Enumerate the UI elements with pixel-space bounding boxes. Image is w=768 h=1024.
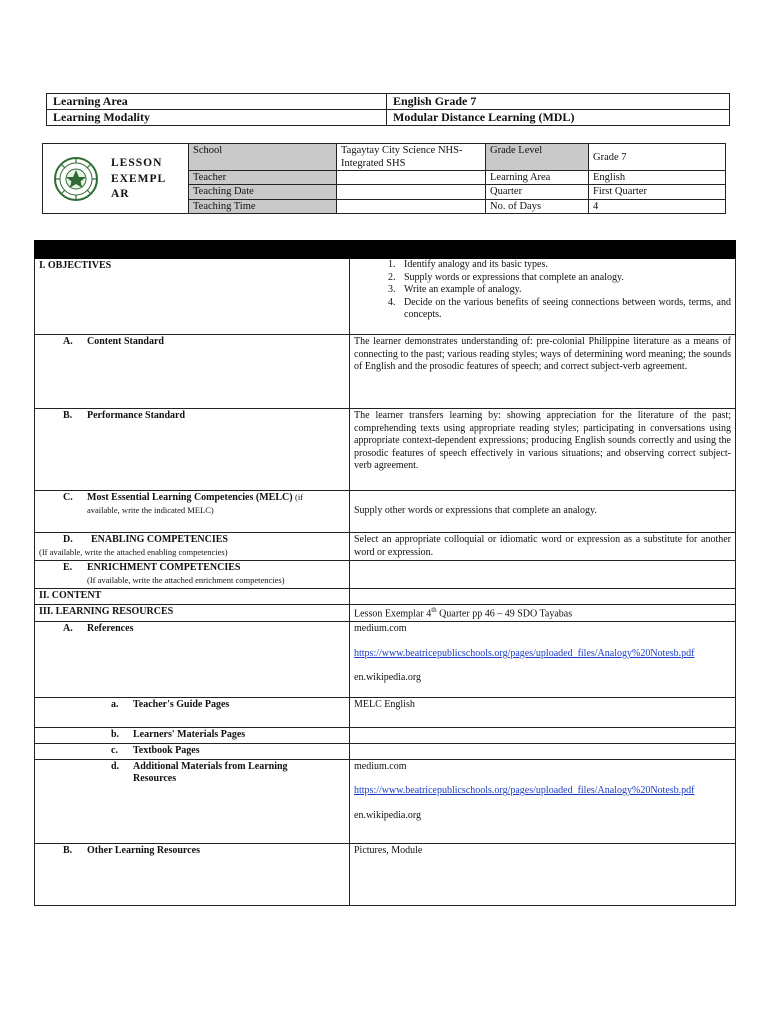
objectives-list	[354, 259, 731, 322]
enrichment-note: (If available, write the attached enrichment competencies)	[87, 574, 285, 585]
enabling-text: Select an appropriate colloquial or idiomatic word or expression as a substitute for another word or expression.	[350, 533, 736, 561]
content-standard-label: Content Standard	[87, 336, 164, 347]
tb-label: Textbook Pages	[133, 745, 200, 757]
add-label: Additional Materials from Learning Resources	[133, 760, 288, 785]
table-header-bar	[35, 241, 736, 259]
content-standard-row	[35, 335, 736, 409]
school-value: Tagaytay City Science NHS-Integrated SHS	[337, 144, 486, 171]
enabling-letter: D.	[63, 534, 73, 545]
resources-text-sup: th	[431, 605, 437, 614]
learning-area-value: English Grade 7	[387, 94, 730, 110]
lesson-plan-table	[34, 240, 736, 906]
lesson-exemplar-header	[43, 144, 189, 214]
objectives-row	[35, 259, 736, 335]
references-row	[35, 622, 736, 698]
performance-standard-label: Performance Standard	[87, 410, 186, 421]
resources-text-b: Quarter pp 46 – 49 SDO Tayabas	[436, 607, 573, 619]
other-letter: B.	[63, 844, 73, 856]
teaching-time-value	[337, 199, 486, 213]
grade-level-label: Grade Level	[486, 144, 589, 171]
resources-row	[35, 604, 736, 622]
teaching-date-label: Teaching Date	[189, 185, 337, 199]
learning-area-label: Learning Area	[47, 94, 387, 110]
info-learning-area-value: English	[589, 171, 726, 185]
add-link[interactable]: https://www.beatricepublicschools.org/pages/uploaded_files/Analogy%20Notesb.pdf	[354, 785, 695, 797]
melc-letter: C.	[63, 492, 73, 503]
other-text: Pictures, Module	[350, 843, 736, 905]
melc-label: Most Essential Learning Competencies (MELC)	[87, 492, 293, 503]
days-value: 4	[589, 199, 726, 213]
list-item: 2. Supply words or expressions that complete an analogy.	[398, 272, 731, 285]
enrichment-label: ENRICHMENT COMPETENCIES	[87, 562, 241, 573]
teaching-date-value	[337, 185, 486, 199]
performance-standard-letter: B.	[63, 410, 73, 421]
resources-text-a: Lesson Exemplar 4	[354, 607, 432, 619]
add-site-2: en.wikipedia.org	[354, 809, 422, 821]
content-row	[35, 589, 736, 605]
tb-letter: c.	[111, 745, 118, 757]
learning-modality-label: Learning Modality	[47, 110, 387, 126]
ref-link[interactable]: https://www.beatricepublicschools.org/pages/uploaded_files/Analogy%20Notesb.pdf	[354, 647, 695, 659]
melc-note-a: (if	[295, 492, 304, 502]
melc-text: Supply other words or expressions that complete an analogy.	[350, 491, 736, 533]
grade-level-value: Grade 7	[589, 144, 726, 171]
school-label: School	[189, 144, 337, 171]
learning-area-table	[46, 93, 730, 126]
lm-label: Learners' Materials Pages	[133, 729, 246, 741]
references-label: References	[87, 623, 134, 635]
tg-text: MELC English	[350, 698, 736, 728]
performance-standard-text: The learner transfers learning by: showing appreciation for the literature of the past; comprehending texts using appropriate reading styles; participating in conversations using appropriate context-dependent expressions; producing English sounds correctly and using the prosodic features of speech effectively in various situations; and observing correct subject-verb agreement.	[350, 409, 736, 491]
lesson-exemplar-title: LESSON EXEMPLAR	[111, 157, 167, 201]
tg-label: Teacher's Guide Pages	[133, 699, 230, 711]
content-label: II. CONTENT	[35, 589, 350, 605]
teacher-value	[337, 171, 486, 185]
enabling-note: (If available, write the attached enabling competencies)	[39, 546, 228, 557]
teaching-time-label: Teaching Time	[189, 199, 337, 213]
content-standard-text: The learner demonstrates understanding of: pre-colonial Philippine literature as a means of connecting to the past; various reading styles; ways of determining word meaning; the sounds of English and the prosodic features of speech; and correct subject-verb agreement.	[350, 335, 736, 409]
list-item: 1. Identify analogy and its basic types.	[398, 259, 731, 272]
other-resources-row	[35, 843, 736, 905]
list-item: 4. Decide on the various benefits of seeing connections between words, terms, and concepts.	[398, 297, 731, 322]
ref-site-2: en.wikipedia.org	[354, 672, 422, 684]
other-label: Other Learning Resources	[87, 844, 200, 856]
add-letter: d.	[111, 760, 120, 772]
enrichment-letter: E.	[63, 562, 73, 573]
school-info-table	[42, 143, 726, 214]
lm-letter: b.	[111, 729, 120, 741]
list-item: 3. Write an example of analogy.	[398, 284, 731, 297]
references-letter: A.	[63, 623, 73, 635]
textbook-row	[35, 744, 736, 760]
melc-note-b: available, write the indicated MELC)	[87, 504, 214, 515]
quarter-value: First Quarter	[589, 185, 726, 199]
quarter-label: Quarter	[486, 185, 589, 199]
ref-site-1: medium.com	[354, 623, 407, 635]
teachers-guide-row	[35, 698, 736, 728]
enrichment-row	[35, 561, 736, 589]
enabling-row	[35, 533, 736, 561]
add-site-1: medium.com	[354, 760, 407, 772]
resources-label: III. LEARNING RESOURCES	[35, 604, 350, 622]
additional-materials-row	[35, 759, 736, 843]
teacher-label: Teacher	[189, 171, 337, 185]
enabling-label: ENABLING COMPETENCIES	[91, 534, 228, 545]
learning-modality-value: Modular Distance Learning (MDL)	[387, 110, 730, 126]
tg-letter: a.	[111, 699, 119, 711]
melc-row	[35, 491, 736, 533]
learning-area-row	[47, 94, 730, 110]
info-learning-area-label: Learning Area	[486, 171, 589, 185]
learners-materials-row	[35, 728, 736, 744]
objectives-label: I. OBJECTIVES	[35, 259, 350, 335]
content-standard-letter: A.	[63, 336, 73, 347]
days-label: No. of Days	[486, 199, 589, 213]
performance-standard-row	[35, 409, 736, 491]
learning-modality-row	[47, 110, 730, 126]
deped-seal-icon	[53, 156, 99, 202]
